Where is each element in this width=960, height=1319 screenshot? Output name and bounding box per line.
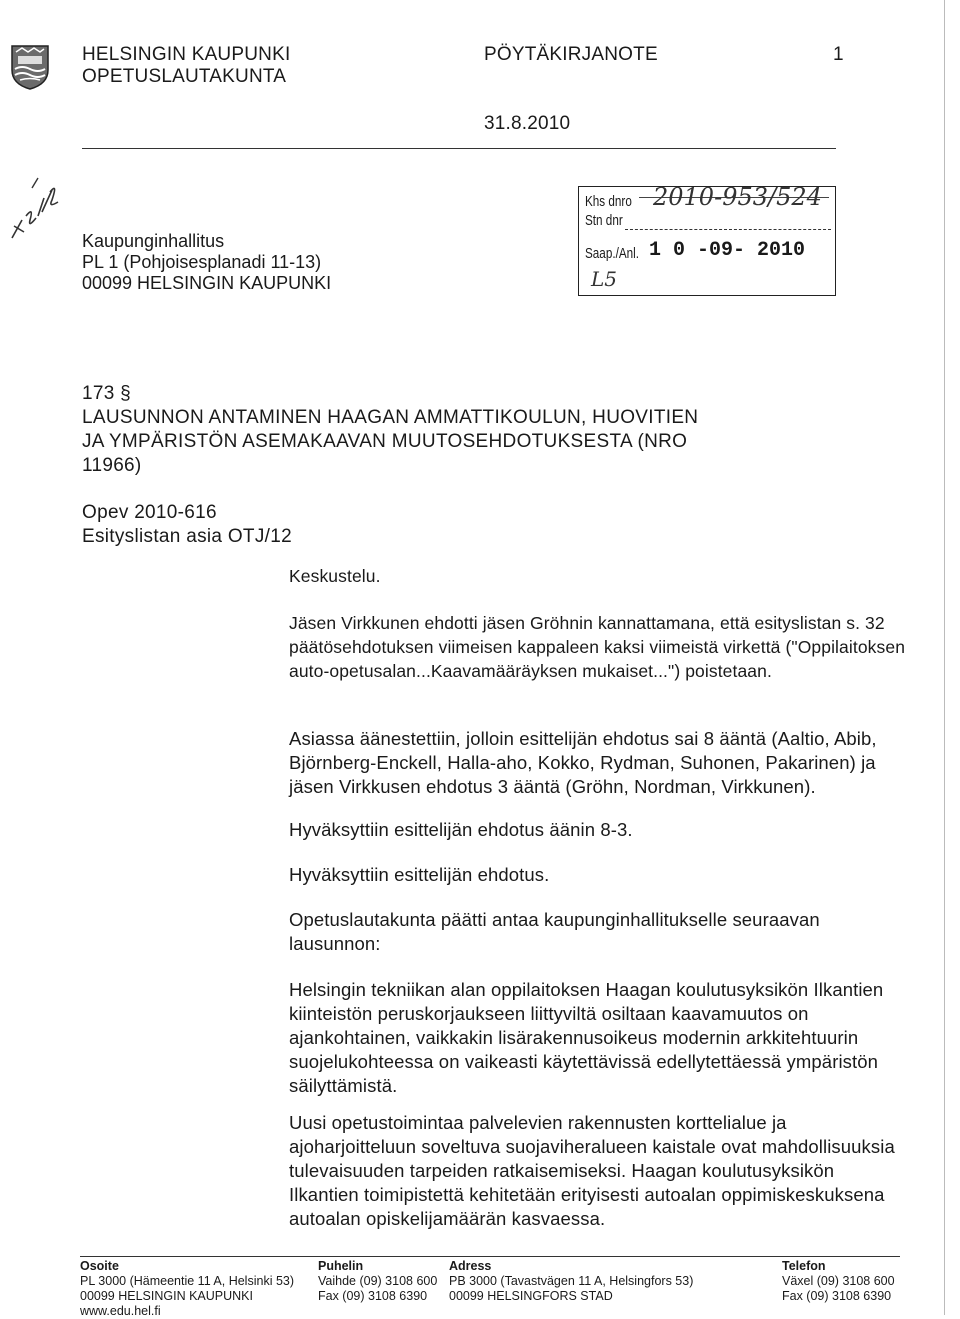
footer-address-sv	[449, 1259, 693, 1304]
item-title-line3: 11966)	[82, 455, 142, 476]
item-number: 173 §	[82, 383, 132, 404]
footer-fax-sv: Fax (09) 3108 6390	[782, 1289, 892, 1303]
item-title-line1: LAUSUNNON ANTAMINEN HAAGAN AMMATTIKOULUN, HUOVITIEN	[82, 407, 699, 428]
footer-switchboard: Vaihde (09) 3108 600	[318, 1274, 438, 1288]
scan-edge-line	[944, 0, 945, 1315]
page-number: 1	[833, 44, 844, 65]
item-agenda-ref: Esityslistan asia OTJ/12	[82, 526, 292, 547]
footer-label-adress: Adress	[449, 1259, 492, 1273]
paragraph-decision: Opetuslautakunta päätti antaa kaupunginhallitukselle seuraavan lausunnon:	[289, 909, 820, 954]
paragraph-statement-2: Uusi opetustoimintaa palvelevien rakennusten korttelialue ja ajoharjoitteluun soveltuva suojaviheralueen kaistale ovat mahdollisuuksia tulevaisuuden tarpeiden ratkaisemiseksi. Haagan koulutusyksikön Ilkantien toimipistettä kehitetään erityisesti autoalan oppimiskeskuksena autoalan opiskelijamäärän kasvaessa.	[289, 1112, 895, 1229]
helsinki-crest-logo	[10, 44, 50, 90]
header-divider	[82, 148, 836, 149]
document-type: PÖYTÄKIRJANOTE	[484, 44, 658, 65]
paragraph-vote: Asiassa äänestettiin, jolloin esittelijän ehdotus sai 8 ääntä (Aaltio, Abib, Björnberg-Enckell, Halla-aho, Kokko, Rydman, Suhonen, Pakarinen) ja jäsen Virkkusen ehdotus 3 ääntä (Gröhn, Nordman, Virkkunen).	[289, 728, 877, 797]
stamp-handwritten-anl: L5	[591, 267, 618, 291]
stamp-stn-label: Stn dnr	[585, 212, 623, 229]
paragraph-discussion: Keskustelu.	[289, 566, 381, 586]
paragraph-proposal: Jäsen Virkkunen ehdotti jäsen Gröhnin kannattamana, että esityslistan s. 32 päätösehdotuksen viimeisen kappaleen kaksi viimeistä virkettä ("Oppilaitoksen auto-opetusalan...Kaavamääräyksen mukaiset...") poistetaan.	[289, 613, 906, 681]
footer-phone-fi	[318, 1259, 437, 1304]
stamp-khs-label: Khs dnro	[585, 193, 632, 210]
footer-address-line: PL 3000 (Hämeentie 11 A, Helsinki 53)	[80, 1274, 295, 1288]
recipient-name: Kaupunginhallitus	[82, 231, 225, 251]
footer-address-line-sv: PB 3000 (Tavastvägen 11 A, Helsingfors 53)	[449, 1274, 694, 1288]
registration-stamp	[578, 183, 836, 296]
footer-fax: Fax (09) 3108 6390	[318, 1289, 428, 1303]
footer-address-city-sv: 00099 HELSINGFORS STAD	[449, 1289, 613, 1303]
handwritten-margin-signature	[4, 168, 64, 258]
paragraph-approved-vote: Hyväksyttiin esittelijän ehdotus äänin 8-3.	[289, 819, 633, 840]
footer-label-puhelin: Puhelin	[318, 1259, 364, 1273]
footer-divider	[80, 1256, 900, 1257]
stamp-received-date: 1 0 -09- 2010	[649, 239, 806, 262]
footer-phone-sv	[782, 1259, 895, 1304]
footer-label-osoite: Osoite	[80, 1259, 119, 1273]
paragraph-approved: Hyväksyttiin esittelijän ehdotus.	[289, 864, 550, 885]
org-name: HELSINGIN KAUPUNKI	[82, 44, 291, 65]
recipient-city: 00099 HELSINGIN KAUPUNKI	[82, 273, 332, 293]
paragraph-block-approved-vote	[289, 818, 914, 842]
paragraph-block-statement-1	[289, 978, 909, 1098]
footer-label-telefon: Telefon	[782, 1259, 826, 1273]
paragraph-statement-1: Helsingin tekniikan alan oppilaitoksen Haagan koulutusyksikön Ilkantien kiinteistön peruskorjaukseen liittyviltä osiltaan kaavamuutos on ajankohtainen, vaikkakin lisärakennusoikeus modernin arkkitehtuurin suojelukohteessa on vaikeasti käytettävissä edellytettäessä ympäristön säilyttämistä.	[289, 979, 884, 1096]
org-department: OPETUSLAUTAKUNTA	[82, 66, 287, 87]
footer-address-fi	[80, 1259, 294, 1319]
footer-website: www.edu.hel.fi	[80, 1304, 161, 1318]
paragraph-block-statement-2	[289, 1111, 897, 1231]
stamp-saap-label: Saap./Anl.	[585, 245, 639, 262]
stamp-handwritten-dnro: 2010-953/524	[653, 183, 822, 211]
document-date: 31.8.2010	[484, 113, 571, 134]
item-reference: Opev 2010-616	[82, 502, 217, 523]
recipient-po-box: PL 1 (Pohjoisesplanadi 11-13)	[82, 252, 322, 272]
body-section	[289, 564, 914, 588]
footer-switchboard-sv: Växel (09) 3108 600	[782, 1274, 895, 1288]
item-title-line2: JA YMPÄRISTÖN ASEMAKAAVAN MUUTOSEHDOTUKSESTA (NRO	[82, 431, 688, 452]
paragraph-block-approved	[289, 863, 914, 887]
paragraph-block-proposal	[289, 611, 914, 683]
paragraph-block-decision	[289, 908, 889, 956]
stamp-dashed-line	[625, 229, 831, 230]
footer-address-city: 00099 HELSINGIN KAUPUNKI	[80, 1289, 253, 1303]
paragraph-block-vote	[289, 727, 914, 799]
